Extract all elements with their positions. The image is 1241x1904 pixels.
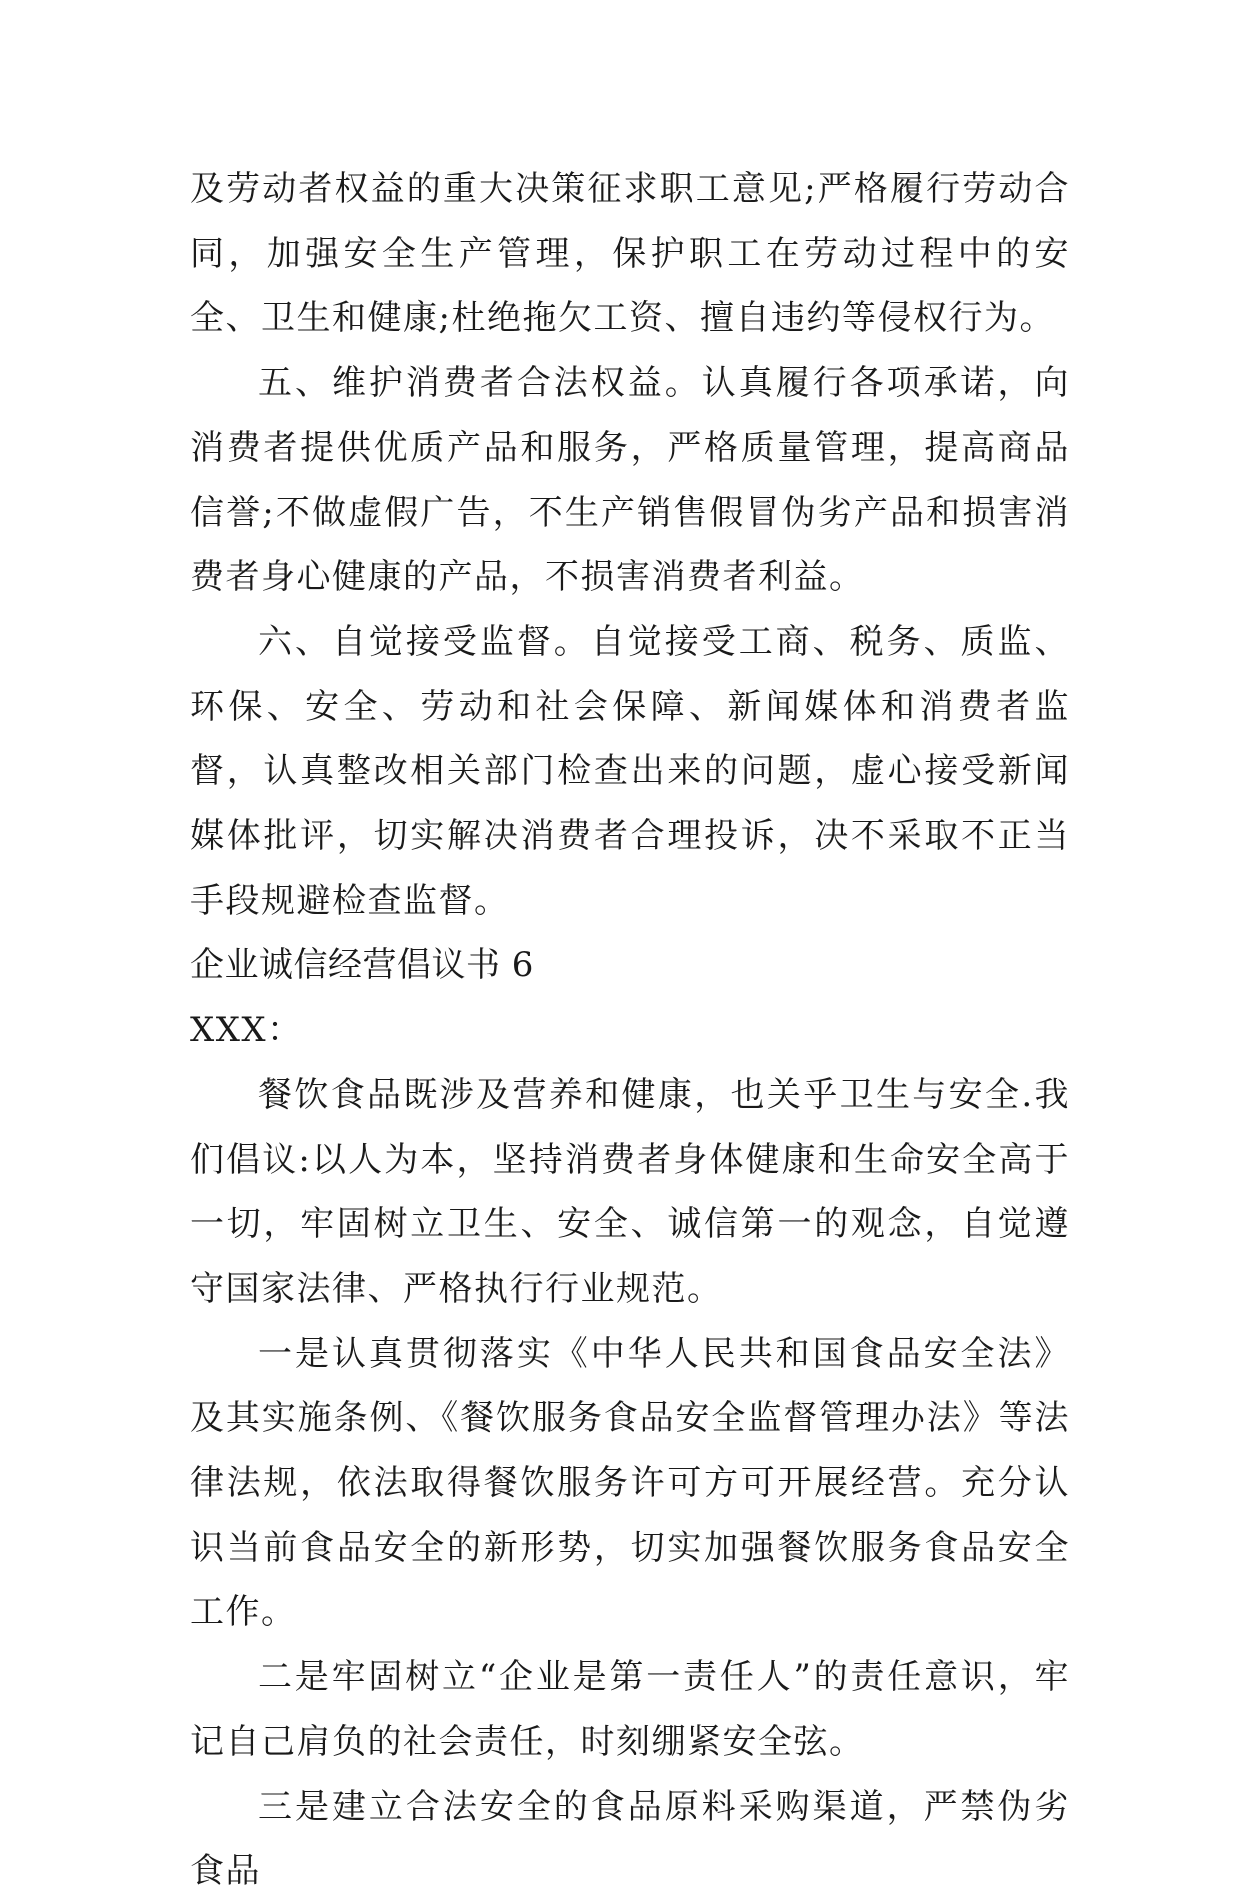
paragraph-accept-supervision: 六、自觉接受监督。自觉接受工商、税务、质监、环保、安全、劳动和社会保障、新闻媒体和消费者监督，认真整改相关部门检查出来的问题，虚心接受新闻媒体批评，切实解决消费者合理投诉，决不采取不正当手段规避检查监督。 <box>190 621 1070 921</box>
paragraph-consumer-rights: 五、维护消费者合法权益。认真履行各项承诺，向消费者提供优质产品和服务，严格质量管理，提高商品信誉;不做虚假广告，不生产销售假冒伪劣产品和损害消费者身心健康的产品，不损害消费者利益。 <box>190 363 1070 598</box>
paragraph-point-two: 二是牢固树立“企业是第一责任人”的责任意识，牢记自己肩负的社会责任，时刻绷紧安全弦。 <box>190 1657 1070 1762</box>
salutation: XXX： <box>190 1010 303 1051</box>
section-title: 企业诚信经营倡议书 6 <box>190 945 534 986</box>
document-body <box>190 157 1070 1904</box>
paragraph-catering-initiative: 餐饮食品既涉及营养和健康，也关乎卫生与安全.我们倡议:以人为本，坚持消费者身体健康和生命安全高于一切，牢固树立卫生、安全、诚信第一的观念，自觉遵守国家法律、严格执行行业规范。 <box>190 1074 1070 1309</box>
paragraph-labor-rights-continued: 及劳动者权益的重大决策征求职工意见;严格履行劳动合同，加强安全生产管理，保护职工在劳动过程中的安全、卫生和健康;杜绝拖欠工资、擅自违约等侵权行为。 <box>190 169 1070 339</box>
paragraph-point-three: 三是建立合法安全的食品原料采购渠道，严禁伪劣食品 <box>190 1786 1070 1892</box>
paragraph-point-one: 一是认真贯彻落实《中华人民共和国食品安全法》及其实施条例、《餐饮服务食品安全监督管理办法》等法律法规，依法取得餐饮服务许可方可开展经营。充分认识当前食品安全的新形势，切实加强餐饮服务食品安全工作。 <box>190 1333 1070 1633</box>
